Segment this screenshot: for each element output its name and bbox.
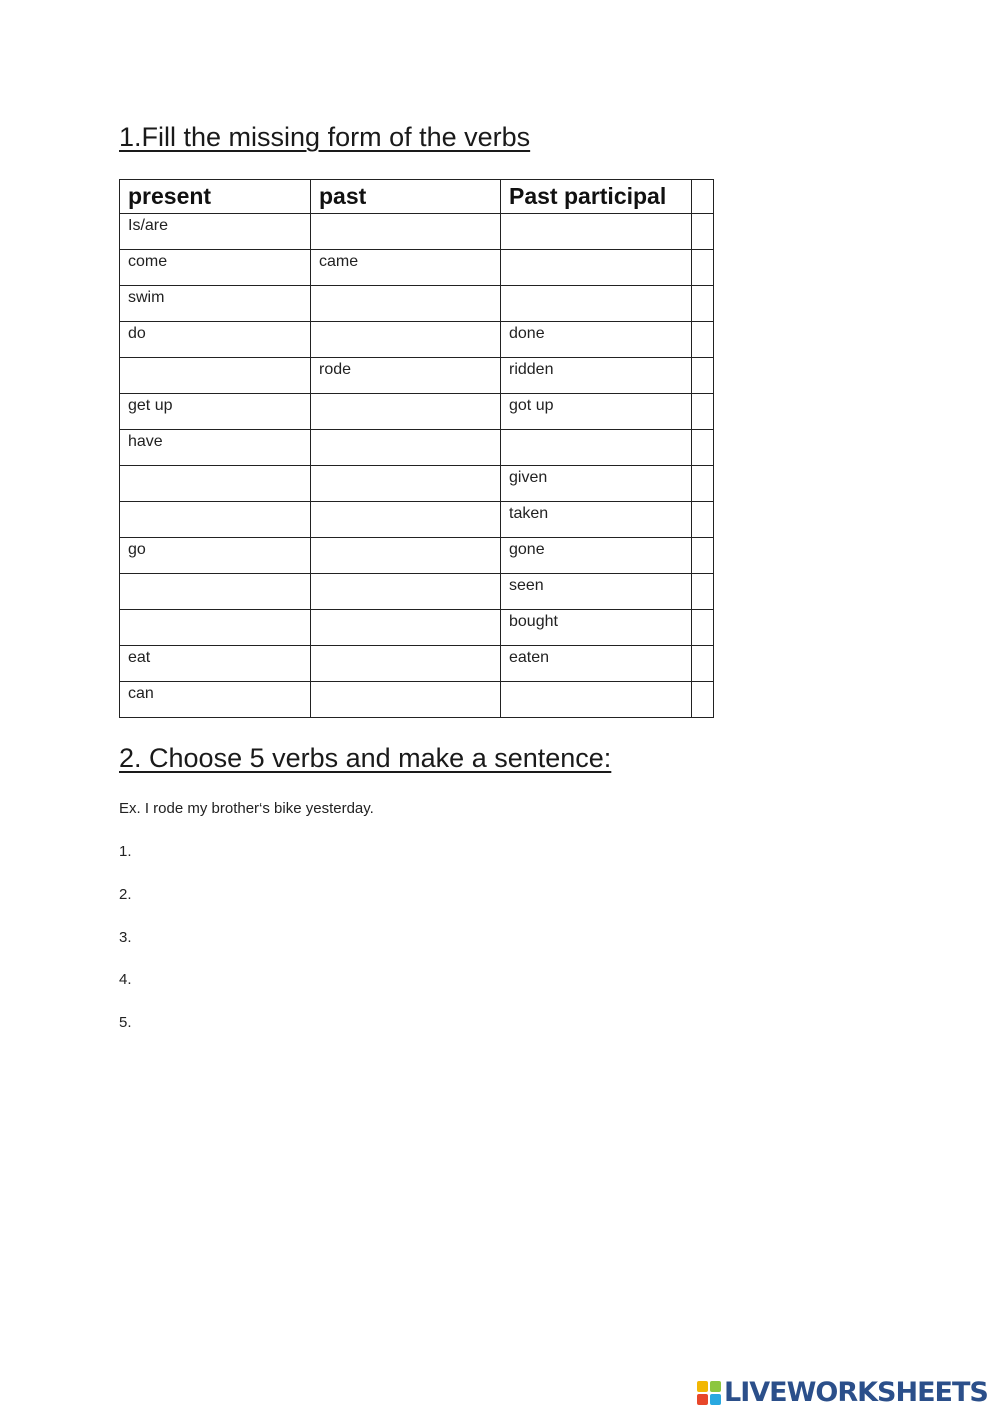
table-cell: taken [501, 502, 692, 538]
header-past: past [311, 180, 501, 214]
table-cell [692, 250, 714, 286]
table-cell [311, 646, 501, 682]
table-cell [311, 574, 501, 610]
table-cell: done [501, 322, 692, 358]
table-cell [501, 430, 692, 466]
table-cell [692, 430, 714, 466]
table-cell: bought [501, 610, 692, 646]
table-row [120, 250, 714, 286]
table-cell [692, 538, 714, 574]
table-cell [311, 502, 501, 538]
sentence-number: 4. [119, 971, 132, 988]
table-row [120, 538, 714, 574]
logo-square [710, 1381, 721, 1392]
table-cell [501, 682, 692, 718]
table-cell: swim [120, 286, 311, 322]
table-cell: came [311, 250, 501, 286]
logo-square [710, 1394, 721, 1405]
table-row [120, 646, 714, 682]
table-cell: Is/are [120, 214, 311, 250]
table-cell: gone [501, 538, 692, 574]
table-row [120, 358, 714, 394]
table-cell [120, 466, 311, 502]
table-cell: come [120, 250, 311, 286]
sentence-number: 1. [119, 843, 132, 860]
table-cell [120, 358, 311, 394]
table-cell [311, 538, 501, 574]
logo-square [697, 1381, 708, 1392]
table-cell [120, 574, 311, 610]
table-cell: do [120, 322, 311, 358]
sentence-number: 3. [119, 929, 132, 946]
table-cell [692, 286, 714, 322]
table-cell [692, 466, 714, 502]
table-cell [311, 610, 501, 646]
table-cell [120, 502, 311, 538]
table-cell [692, 502, 714, 538]
table-cell: got up [501, 394, 692, 430]
table-cell [692, 214, 714, 250]
logo-mark-icon [697, 1381, 721, 1405]
table-row [120, 574, 714, 610]
table-row [120, 322, 714, 358]
table-row [120, 610, 714, 646]
table-cell: can [120, 682, 311, 718]
table-cell [311, 466, 501, 502]
table-cell [692, 610, 714, 646]
table-row [120, 682, 714, 718]
section-2-title: 2. Choose 5 verbs and make a sentence: [119, 743, 612, 773]
table-cell: eaten [501, 646, 692, 682]
table-cell [692, 394, 714, 430]
table-row [120, 466, 714, 502]
table-cell: given [501, 466, 692, 502]
table-cell: eat [120, 646, 311, 682]
table-row [120, 430, 714, 466]
table-cell [311, 214, 501, 250]
sentence-number: 2. [119, 886, 132, 903]
section-1-title: 1.Fill the missing form of the verbs [119, 122, 531, 152]
table-row [120, 286, 714, 322]
table-cell [120, 610, 311, 646]
header-past-participle: Past participal [501, 180, 692, 214]
table-cell: get up [120, 394, 311, 430]
table-cell [311, 394, 501, 430]
logo-text: LIVEWORKSHEETS [724, 1377, 988, 1408]
table-cell [311, 322, 501, 358]
table-cell [311, 430, 501, 466]
sentence-number: 5. [119, 1014, 132, 1031]
table-cell [692, 682, 714, 718]
table-cell: seen [501, 574, 692, 610]
table-row [120, 502, 714, 538]
table-cell: ridden [501, 358, 692, 394]
table-row [120, 394, 714, 430]
header-extra [692, 180, 714, 214]
verb-forms-table [119, 179, 714, 718]
table-cell [692, 574, 714, 610]
table-cell: rode [311, 358, 501, 394]
table-cell [692, 358, 714, 394]
table-row [120, 214, 714, 250]
table-cell [501, 250, 692, 286]
table-cell [311, 682, 501, 718]
table-cell: have [120, 430, 311, 466]
table-cell [311, 286, 501, 322]
example-sentence: Ex. I rode my brother‘s bike yesterday. [119, 800, 374, 817]
table-cell [501, 214, 692, 250]
table-cell [692, 646, 714, 682]
table-cell [692, 322, 714, 358]
header-present: present [120, 180, 311, 214]
liveworksheets-logo [697, 1378, 988, 1408]
logo-square [697, 1394, 708, 1405]
table-cell: go [120, 538, 311, 574]
table-cell [501, 286, 692, 322]
table-header-row [120, 180, 714, 214]
